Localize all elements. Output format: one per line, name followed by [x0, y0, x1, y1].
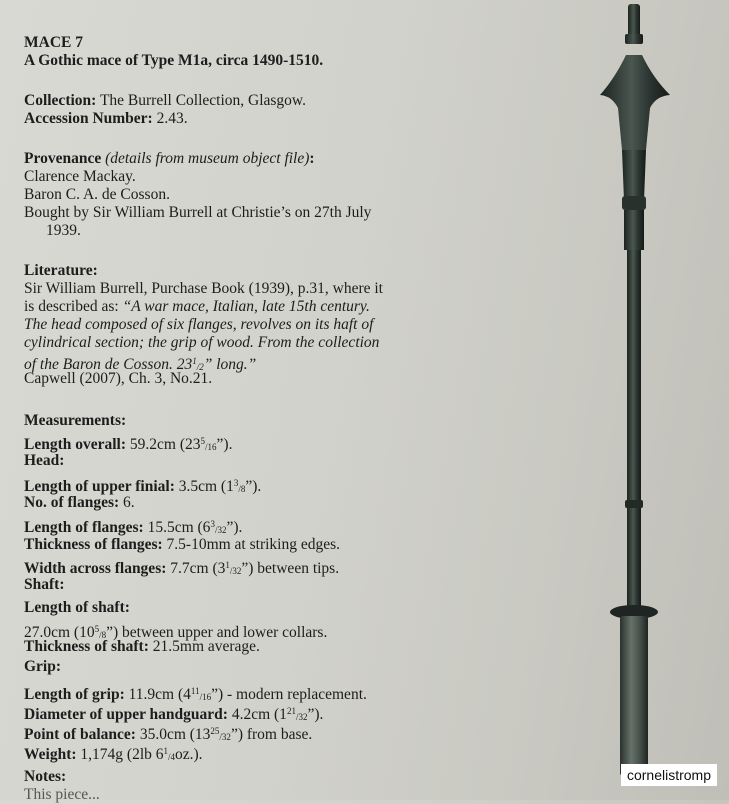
measurement-value: 7.7cm (3: [170, 560, 226, 577]
fraction-numerator: 25: [210, 726, 220, 736]
fraction-numerator: 5: [94, 624, 100, 634]
fraction-denominator: /8: [99, 630, 107, 640]
entry-subtitle: A Gothic mace of Type M1a, circa 1490-1510.: [24, 52, 324, 69]
provenance-line: 1939.: [46, 222, 81, 239]
mace-head-collar: [622, 196, 646, 210]
measurement-end: ”).: [216, 436, 233, 453]
mace-illustration: [560, 0, 710, 800]
literature-line: Sir William Burrell, Purchase Book (1939), p.31, where it: [24, 280, 383, 297]
literature-quote-line: The head composed of six flanges, revolves on its haft of: [24, 316, 374, 333]
measurement-value: 3.5cm (1: [178, 478, 234, 495]
collection-label: Collection:: [24, 92, 97, 109]
measurement-end: oz.).: [175, 746, 203, 763]
collection-line: [24, 92, 306, 110]
measurement-label: Length of grip:: [24, 686, 125, 703]
measurement-value: 7.5-10mm at striking edges.: [166, 536, 341, 553]
measurement-value: 1,174g (2lb 6: [80, 746, 164, 763]
measurement-label: Width across flanges:: [24, 560, 167, 577]
measurement-end: ”) - modern replacement.: [211, 686, 367, 703]
measurement-value: 11.9cm (4: [128, 686, 191, 703]
measurement-weight: [24, 742, 203, 766]
provenance-line: Baron C. A. de Cosson.: [24, 186, 170, 203]
provenance-line: Clarence Mackay.: [24, 168, 136, 185]
mace-shaft-ring: [625, 500, 643, 508]
provenance-note: (details from museum object file): [105, 150, 310, 167]
measurement-end: ”) from base.: [230, 726, 313, 743]
provenance-heading: [24, 150, 315, 168]
measurement-label: Thickness of flanges:: [24, 536, 163, 553]
fraction-denominator: /16: [205, 442, 217, 452]
fraction-denominator: /16: [199, 692, 212, 702]
shaft-label: Shaft:: [24, 576, 65, 593]
provenance-colon: :: [309, 150, 315, 167]
measurement-label: Point of balance:: [24, 726, 136, 743]
mace-grip: [620, 616, 648, 776]
literature-text: is described as:: [24, 298, 123, 315]
fraction-numerator: 1: [225, 560, 230, 570]
measurement-value: 6.: [123, 494, 135, 511]
fraction-numerator: 21: [286, 706, 296, 716]
measurement-label: Length of flanges:: [24, 519, 144, 536]
measurement-shaft-thickness: [24, 638, 260, 656]
fraction-denominator: /32: [229, 566, 242, 576]
accession-line: [24, 110, 188, 128]
literature-quote-text: of the Baron de Cosson. 23: [24, 356, 193, 373]
measurement-flanges-no: [24, 494, 135, 512]
fraction-numerator: 1: [192, 356, 197, 366]
notes-partial-line: This piece...: [24, 786, 100, 803]
literature-quote: “A war mace, Italian, late 15th century.: [122, 298, 370, 315]
measurement-end: ”).: [226, 519, 243, 536]
literature-quote-line: cylindrical section; the grip of wood. From the collection: [24, 334, 380, 351]
grip-label: Grip:: [24, 658, 62, 675]
measurement-label: Weight:: [24, 746, 77, 763]
measurement-label: Length of upper finial:: [24, 478, 175, 495]
measurement-label: No. of flanges:: [24, 494, 120, 511]
measurement-value: 15.5cm (6: [147, 519, 211, 536]
provenance-line: Bought by Sir William Burrell at Christie’s on 27th July: [24, 204, 372, 221]
entry-title: MACE 7: [24, 34, 83, 51]
mace-head-lower: [622, 150, 646, 200]
literature-line: [24, 298, 370, 316]
measurement-end: ”).: [245, 478, 262, 495]
mace-shaft: [627, 250, 641, 610]
fraction-numerator: 3: [233, 478, 239, 488]
mace-socket: [624, 210, 644, 250]
shaft-length-label: Length of shaft:: [24, 599, 130, 616]
fraction-numerator: 11: [190, 686, 200, 696]
fraction-numerator: 5: [200, 436, 206, 446]
fraction-denominator: /32: [295, 712, 308, 722]
measurement-label: Length overall:: [24, 436, 127, 453]
fraction-numerator: 1: [163, 746, 168, 756]
literature-line: Capwell (2007), Ch. 3, No.21.: [24, 370, 213, 387]
measurements-label: Measurements:: [24, 412, 127, 429]
literature-label: Literature:: [24, 262, 98, 279]
measurement-value: 21.5mm average.: [152, 638, 260, 655]
accession-value: 2.43.: [156, 110, 188, 127]
measurement-end: ”) between tips.: [241, 560, 340, 577]
measurement-label: Diameter of upper handguard:: [24, 706, 228, 723]
fraction-numerator: 3: [210, 519, 215, 529]
accession-label: Accession Number:: [24, 110, 153, 127]
notes-label: Notes:: [24, 768, 67, 785]
head-label: Head:: [24, 452, 65, 469]
fraction-denominator: /2: [196, 362, 204, 372]
collection-value: The Burrell Collection, Glasgow.: [99, 92, 306, 109]
measurement-flanges-width: [24, 556, 339, 580]
fraction-denominator: /32: [214, 525, 227, 535]
fraction-denominator: /8: [238, 484, 246, 494]
measurement-value: 35.0cm (13: [139, 726, 211, 743]
mace-finial-collar: [625, 34, 643, 44]
literature-quote-end: ” long.”: [203, 356, 257, 373]
measurement-value: 27.0cm (10: [24, 624, 95, 641]
provenance-label: Provenance: [24, 150, 102, 167]
measurement-label: Thickness of shaft:: [24, 638, 149, 655]
measurement-value: 4.2cm (1: [231, 706, 287, 723]
measurement-value: 59.2cm (23: [129, 436, 201, 453]
watermark: cornelistromp: [621, 764, 717, 786]
fraction-denominator: /4: [168, 752, 176, 762]
measurement-end: ”) between upper and lower collars.: [106, 624, 328, 641]
measurement-end: ”).: [307, 706, 324, 723]
measurement-flanges-thickness: [24, 536, 340, 554]
mace-flanged-head: [600, 55, 670, 150]
fraction-denominator: /32: [219, 732, 231, 742]
